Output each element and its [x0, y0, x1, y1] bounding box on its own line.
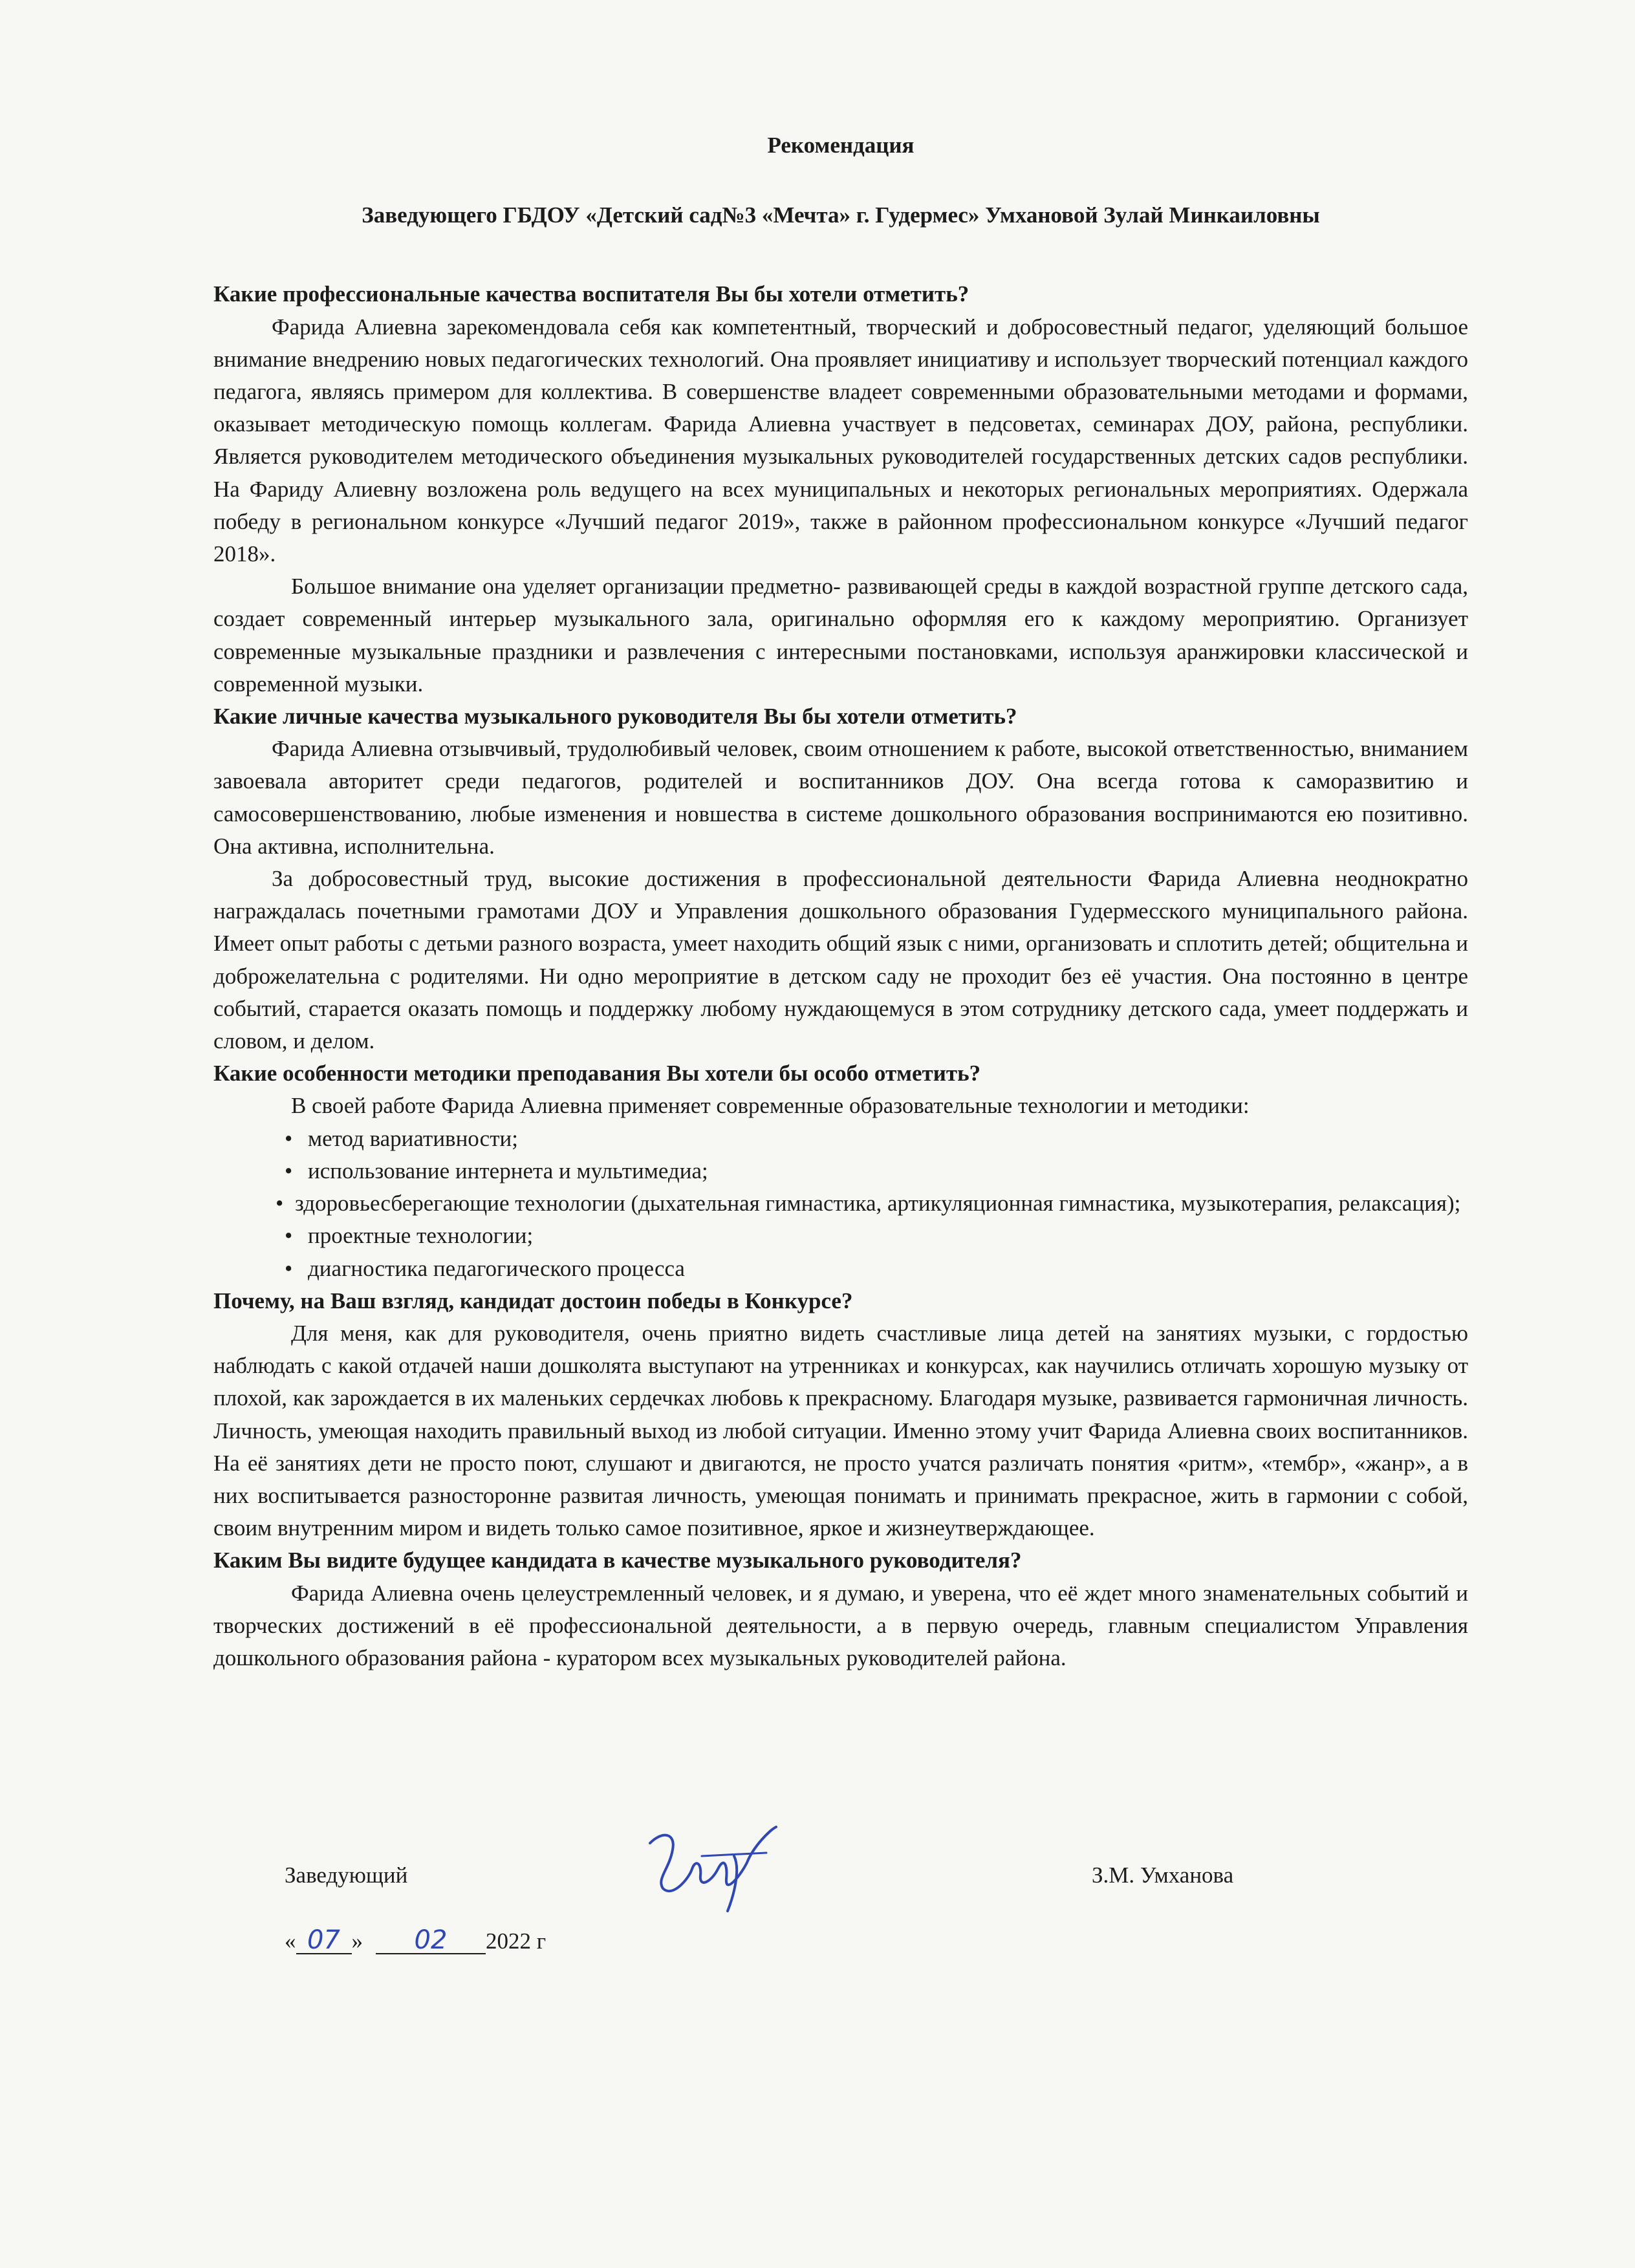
- section-heading: Какие личные качества музыкального руководителя Вы бы хотели отметить?: [213, 704, 1017, 729]
- spacer: [213, 232, 1468, 278]
- bullet-icon: •: [285, 1223, 293, 1249]
- paragraph: Для меня, как для руководителя, очень приятно видеть счастливые лица детей на занятиях музыки, с гордостью наблюдать с какой отдачей наши дошколята выступают на утренниках и конкурсах, как научились отличать хорошую музыку от плохой, как зарождается в их маленьких сердечках любовь к прекрасному. Благодаря музыке, развивается гармоничная личность. Личность, умеющая находить правильный выход из любой ситуации. Именно этому учит Фарида Алиевна своих воспитанников. На её занятиях дети не просто поют, слушают и двигаются, не просто учатся различать понятия «ритм», «тембр», «жанр», а в них воспитывается разносторонне развитая личность, умеющая понимать и принимать прекрасное, жить в гармонии с собой, своим внутренним миром и видеть только самое позитивное, яркое и жизнеутверждающее.: [213, 1320, 1468, 1541]
- date-month: 02: [376, 1927, 486, 1954]
- list-item-text: использование интернета и мультимедиа;: [308, 1158, 708, 1183]
- date-day: 07: [296, 1927, 352, 1954]
- section-heading: Какие особенности методики преподавания Вы хотели бы особо отметить?: [213, 1061, 981, 1086]
- paragraph: Фарида Алиевна зарекомендовала себя как компетентный, творческий и добросовестный педагог, уделяющий большое внимание внедрению новых педагогических технологий. Она проявляет инициативу и использует творческий потенциал каждого педагога, являясь примером для коллектива. В совершенстве владеет современными образовательными методами и формами, оказывает методическую помощь коллегам. Фарида Алиевна участвует в педсоветах, семинарах ДОУ, района, республики. Является руководителем методического объединения музыкальных руководителей государственных детских садов республики. На Фариду Алиевну возложена роль ведущего на всех муниципальных и некоторых региональных мероприятиях. Одержала победу в региональном конкурсе «Лучший педагог 2019», также в районном профессиональном конкурсе «Лучший педагог 2018».: [213, 314, 1468, 567]
- document-date: [285, 1927, 546, 1954]
- section-heading: Каким Вы видите будущее кандидата в качестве музыкального руководителя?: [213, 1548, 1022, 1573]
- list-item-text: метод вариативности;: [308, 1125, 518, 1151]
- bullet-icon: •: [285, 1255, 293, 1281]
- list-item: [213, 1187, 1468, 1220]
- date-quote-open: «: [285, 1928, 296, 1954]
- paragraph: Фарида Алиевна отзывчивый, трудолюбивый человек, своим отношением к работе, высокой ответственностью, вниманием завоевала авторитет среди педагогов, родителей и воспитанников ДОУ. Она всегда готова к саморазвитию и самосовершенствованию, любые изменения и новшества в системе дошкольного образования воспринимаются ею позитивно. Она активна, исполнительна.: [213, 736, 1468, 859]
- date-year: 2022 г: [486, 1928, 547, 1954]
- list-item: [213, 1253, 1468, 1285]
- document-title: Рекомендация: [767, 133, 915, 158]
- document-subtitle: Заведующего ГБДОУ «Детский сад№3 «Мечта» г. Гудермес» Умхановой Зулай Минкаиловны: [362, 202, 1320, 228]
- bullet-icon: •: [285, 1125, 293, 1151]
- list-item-text: здоровьесберегающие технологии (дыхательная гимнастика, артикуляционная гимнастика, музыкотерапия, релаксация);: [295, 1191, 1461, 1216]
- list-item-text: проектные технологии;: [308, 1223, 534, 1249]
- paragraph: Фарида Алиевна очень целеустремленный человек, и я думаю, и уверена, что её ждет много знаменательных событий и творческих достижений в её профессиональной деятельности, а в первую очередь, главным специалистом Управления дошкольного образования района - куратором всех музыкальных руководителей района.: [213, 1580, 1468, 1670]
- paragraph: В своей работе Фарида Алиевна применяет современные образовательные технологии и методики:: [291, 1093, 1250, 1119]
- paragraph: За добросовестный труд, высокие достижения в профессиональной деятельности Фарида Алиевна неоднократно награждалась почетными грамотами ДОУ и Управления дошкольного образования Гудермесского муниципального района. Имеет опыт работы с детьми разного возраста, умеет находить общий язык с ними, организовать и сплотить детей; общительна и доброжелательна с родителями. Ни одно мероприятие в детском саду не проходит без её участия. Она постоянно в центре событий, старается оказать помощь и поддержку любому нуждающемуся в этом сотруднику детского сада, умеет поддержать и словом, и делом.: [213, 866, 1468, 1054]
- bullet-icon: •: [276, 1191, 284, 1216]
- paragraph: Большое внимание она уделяет организации предметно- развивающей среды в каждой возрастной группе детского сада, создает современный интерьер музыкального зала, оригинально оформляя его к каждому мероприятию. Организует современные музыкальные праздники и развлечения с интересными постановками, используя аранжировки классической и современной музыки.: [213, 574, 1468, 697]
- document-body: [213, 129, 1468, 1674]
- signer-role: Заведующий: [285, 1863, 408, 1888]
- signer-name: З.М. Умханова: [1092, 1863, 1234, 1888]
- methods-list: [213, 1123, 1468, 1285]
- list-item: [213, 1155, 1468, 1187]
- list-item-text: диагностика педагогического процесса: [308, 1255, 685, 1281]
- bullet-icon: •: [285, 1158, 293, 1183]
- date-quote-close: »: [351, 1928, 363, 1954]
- section-heading: Какие профессиональные качества воспитателя Вы бы хотели отметить?: [213, 281, 969, 307]
- list-item: [213, 1220, 1468, 1252]
- list-item: [213, 1123, 1468, 1155]
- section-heading: Почему, на Ваш взгляд, кандидат достоин победы в Конкурсе?: [213, 1288, 853, 1313]
- handwritten-signature: [637, 1817, 786, 1914]
